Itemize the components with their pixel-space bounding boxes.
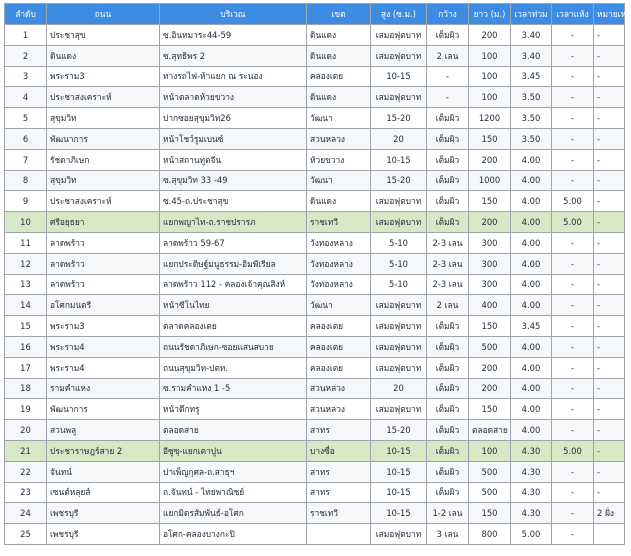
cell-height: 10-15 (371, 482, 427, 503)
cell-length: 100 (469, 87, 511, 108)
flood-report-table-container (4, 3, 631, 545)
cell-note: - (594, 336, 625, 357)
col-header-note: หมายเหตุ (594, 4, 625, 25)
cell-note (594, 524, 625, 545)
cell-flood-time: 4.30 (511, 482, 552, 503)
table-header (5, 4, 631, 25)
cell-area: ลาดพร้าว 59-67 (160, 232, 307, 253)
table-row (5, 461, 625, 482)
cell-district: คลองเตย (307, 66, 371, 87)
cell-height: เสมอฟุตบาท (371, 399, 427, 420)
cell-no: 22 (5, 461, 47, 482)
cell-dry-time: - (552, 45, 594, 66)
cell-area: หน้าตลาดห้วยขวาง (160, 87, 307, 108)
cell-height: เสมอฟุตบาท (371, 45, 427, 66)
table-row (5, 482, 625, 503)
cell-road: ลาดพร้าว (47, 274, 160, 295)
cell-flood-time: 4.00 (511, 336, 552, 357)
cell-road: พระราม3 (47, 66, 160, 87)
cell-length: ตลอดสาย (469, 420, 511, 441)
cell-area: ถนนสุขุมวิท-ปตท. (160, 357, 307, 378)
cell-note: 2 ฝั่ง (594, 503, 625, 524)
cell-flood-time: 3.40 (511, 25, 552, 46)
cell-width: เต็มผิว (427, 461, 469, 482)
cell-road: ประชาสงเคราะห์ (47, 191, 160, 212)
table-row (5, 336, 625, 357)
cell-length: 400 (469, 295, 511, 316)
cell-area: แยกประดิษฐ์มนูธรรม-อิมพีเรียล (160, 253, 307, 274)
cell-width: 2-3 เลน (427, 274, 469, 295)
cell-dry-time: - (552, 503, 594, 524)
cell-district: วัฒนา (307, 108, 371, 129)
cell-note: - (594, 66, 625, 87)
cell-district: วังทองหลาง (307, 253, 371, 274)
cell-length: 100 (469, 440, 511, 461)
cell-no: 25 (5, 524, 47, 545)
cell-height: 10-15 (371, 503, 427, 524)
cell-road: ประชาสุข (47, 25, 160, 46)
cell-road: เพชรบุรี (47, 524, 160, 545)
cell-flood-time: 3.50 (511, 128, 552, 149)
table-body (5, 25, 625, 545)
cell-no: 14 (5, 295, 47, 316)
cell-no: 6 (5, 128, 47, 149)
cell-flood-time: 4.00 (511, 253, 552, 274)
cell-length: 100 (469, 45, 511, 66)
table-row (5, 253, 625, 274)
cell-district: ห้วยขวาง (307, 149, 371, 170)
cell-flood-time: 4.30 (511, 503, 552, 524)
cell-area: แยกมิตรสัมพันธ์-อโศก (160, 503, 307, 524)
cell-area: ตลอดสาย (160, 420, 307, 441)
cell-road: พระราม3 (47, 316, 160, 337)
cell-district: คลองเตย (307, 357, 371, 378)
cell-district: สวนหลวง (307, 128, 371, 149)
cell-area: ปาเพ็ญกุศล-ถ.สาธุฯ (160, 461, 307, 482)
cell-note: - (594, 149, 625, 170)
cell-no: 16 (5, 336, 47, 357)
table-row (5, 420, 625, 441)
cell-flood-time: 4.00 (511, 357, 552, 378)
cell-dry-time: - (552, 108, 594, 129)
cell-dry-time: 5.00 (552, 212, 594, 233)
table-row (5, 191, 625, 212)
cell-width: เต็มผิว (427, 336, 469, 357)
cell-length: 150 (469, 316, 511, 337)
cell-district: สวนหลวง (307, 399, 371, 420)
col-header-area: บริเวณ (160, 4, 307, 25)
cell-road: ประชาราษฎร์สาย 2 (47, 440, 160, 461)
cell-area: แยกพญาไท-ถ.ราชปรารภ (160, 212, 307, 233)
table-row (5, 399, 625, 420)
cell-no: 5 (5, 108, 47, 129)
table-row (5, 295, 625, 316)
cell-height: 10-15 (371, 66, 427, 87)
cell-note: - (594, 25, 625, 46)
cell-length: 150 (469, 399, 511, 420)
cell-no: 18 (5, 378, 47, 399)
cell-dry-time: - (552, 66, 594, 87)
cell-dry-time: - (552, 232, 594, 253)
cell-note: - (594, 87, 625, 108)
cell-road: พัฒนาการ (47, 128, 160, 149)
cell-no: 12 (5, 253, 47, 274)
cell-area: ถ.จันทน์ - ไทยพาณิชย์ (160, 482, 307, 503)
cell-dry-time: - (552, 357, 594, 378)
cell-no: 24 (5, 503, 47, 524)
cell-district: วังทองหลาง (307, 232, 371, 253)
cell-dry-time: - (552, 295, 594, 316)
cell-note: - (594, 420, 625, 441)
cell-district: ดินแดง (307, 87, 371, 108)
cell-width: เต็มผิว (427, 482, 469, 503)
table-row (5, 128, 625, 149)
cell-road: ประชาสงเคราะห์ (47, 87, 160, 108)
cell-no: 1 (5, 25, 47, 46)
cell-height: 15-20 (371, 108, 427, 129)
cell-width: 3 เลน (427, 524, 469, 545)
cell-width: - (427, 87, 469, 108)
cell-flood-time: 4.00 (511, 295, 552, 316)
cell-length: 500 (469, 336, 511, 357)
cell-length: 1000 (469, 170, 511, 191)
cell-width: 2 เลน (427, 45, 469, 66)
cell-area: ซ.อินทมาระ44-59 (160, 25, 307, 46)
cell-width: 2-3 เลน (427, 253, 469, 274)
cell-area: ซ.สุขุมวิท 33 -49 (160, 170, 307, 191)
cell-length: 100 (469, 66, 511, 87)
cell-no: 17 (5, 357, 47, 378)
cell-no: 15 (5, 316, 47, 337)
cell-road: รัชดาภิเษก (47, 149, 160, 170)
table-row (5, 45, 625, 66)
cell-length: 200 (469, 378, 511, 399)
cell-dry-time: - (552, 170, 594, 191)
cell-width: เต็มผิว (427, 399, 469, 420)
cell-no: 4 (5, 87, 47, 108)
cell-district: สาทร (307, 482, 371, 503)
cell-district: ดินแดง (307, 191, 371, 212)
cell-flood-time: 4.30 (511, 461, 552, 482)
cell-area: อีซูซุ-แยกเตาปูน (160, 440, 307, 461)
cell-district: สาทร (307, 420, 371, 441)
cell-length: 500 (469, 461, 511, 482)
cell-width: เต็มผิว (427, 170, 469, 191)
cell-road: เซนต์หลุยส์ (47, 482, 160, 503)
cell-length: 300 (469, 232, 511, 253)
cell-area: หน้าสถานทูตจีน (160, 149, 307, 170)
table-row (5, 378, 625, 399)
cell-dry-time: - (552, 25, 594, 46)
cell-district: ราชเทวี (307, 503, 371, 524)
cell-note: - (594, 232, 625, 253)
cell-area: หน้าซีโนไทย (160, 295, 307, 316)
cell-area: หน้าโชว์รูมเบนซ์ (160, 128, 307, 149)
cell-note: - (594, 399, 625, 420)
cell-length: 200 (469, 149, 511, 170)
cell-length: 800 (469, 524, 511, 545)
cell-width: - (427, 66, 469, 87)
cell-note: - (594, 440, 625, 461)
cell-district: ดินแดง (307, 25, 371, 46)
cell-note: - (594, 253, 625, 274)
cell-note: - (594, 295, 625, 316)
cell-no: 20 (5, 420, 47, 441)
cell-height: 5-10 (371, 253, 427, 274)
cell-no: 13 (5, 274, 47, 295)
cell-height: เสมอฟุตบาท (371, 191, 427, 212)
cell-height: 15-20 (371, 170, 427, 191)
cell-district: สวนหลวง (307, 378, 371, 399)
cell-dry-time: - (552, 399, 594, 420)
cell-district: คลองเตย (307, 336, 371, 357)
cell-dry-time: - (552, 378, 594, 399)
cell-area: ซ.รามคำแหง 1 -5 (160, 378, 307, 399)
cell-length: 200 (469, 212, 511, 233)
cell-note: - (594, 378, 625, 399)
col-header-width: กว้าง (427, 4, 469, 25)
cell-dry-time: - (552, 482, 594, 503)
cell-district (307, 524, 371, 545)
table-row (5, 232, 625, 253)
cell-area: ซ.สุทธิพร 2 (160, 45, 307, 66)
cell-district: วัฒนา (307, 295, 371, 316)
cell-note: - (594, 274, 625, 295)
cell-length: 150 (469, 191, 511, 212)
cell-road: พระราม4 (47, 336, 160, 357)
cell-length: 1200 (469, 108, 511, 129)
cell-no: 11 (5, 232, 47, 253)
cell-flood-time: 4.00 (511, 149, 552, 170)
cell-height: เสมอฟุตบาท (371, 336, 427, 357)
cell-dry-time: - (552, 461, 594, 482)
cell-flood-time: 3.50 (511, 108, 552, 129)
cell-no: 8 (5, 170, 47, 191)
cell-dry-time: - (552, 253, 594, 274)
cell-height: 5-10 (371, 232, 427, 253)
cell-length: 300 (469, 274, 511, 295)
cell-height: เสมอฟุตบาท (371, 295, 427, 316)
cell-note: - (594, 482, 625, 503)
cell-road: สวนพลู (47, 420, 160, 441)
table-row (5, 357, 625, 378)
table-row (5, 25, 625, 46)
cell-area: หน้าตึกทรู (160, 399, 307, 420)
cell-area: ปากซอยสุขุมวิท26 (160, 108, 307, 129)
cell-width: 2 เลน (427, 295, 469, 316)
cell-note: - (594, 45, 625, 66)
cell-height: เสมอฟุตบาท (371, 25, 427, 46)
table-row (5, 66, 625, 87)
cell-road: ลาดพร้าว (47, 232, 160, 253)
cell-height: เสมอฟุตบาท (371, 357, 427, 378)
cell-height: 10-15 (371, 440, 427, 461)
cell-height: 20 (371, 128, 427, 149)
cell-length: 500 (469, 482, 511, 503)
cell-road: พัฒนาการ (47, 399, 160, 420)
cell-road: สุขุมวิท (47, 170, 160, 191)
cell-width: เต็มผิว (427, 191, 469, 212)
cell-district: บางซื่อ (307, 440, 371, 461)
cell-road: รามคำแหง (47, 378, 160, 399)
cell-flood-time: 5.00 (511, 524, 552, 545)
cell-flood-time: 3.45 (511, 316, 552, 337)
cell-flood-time: 3.40 (511, 45, 552, 66)
cell-height: 5-10 (371, 274, 427, 295)
cell-flood-time: 4.00 (511, 399, 552, 420)
cell-flood-time: 4.00 (511, 191, 552, 212)
cell-flood-time: 4.00 (511, 274, 552, 295)
col-header-dry-time: เวลาแห้ง (552, 4, 594, 25)
cell-dry-time: - (552, 420, 594, 441)
cell-road: อโศกมนตรี (47, 295, 160, 316)
cell-district: สาทร (307, 461, 371, 482)
col-header-length: ยาว (ม.) (469, 4, 511, 25)
cell-district: วัฒนา (307, 170, 371, 191)
table-row (5, 316, 625, 337)
cell-height: เสมอฟุตบาท (371, 212, 427, 233)
cell-height: 10-15 (371, 149, 427, 170)
cell-note: - (594, 170, 625, 191)
cell-width: เต็มผิว (427, 378, 469, 399)
cell-width: เต็มผิว (427, 25, 469, 46)
cell-length: 200 (469, 357, 511, 378)
cell-no: 2 (5, 45, 47, 66)
cell-length: 150 (469, 503, 511, 524)
cell-dry-time: - (552, 336, 594, 357)
cell-no: 9 (5, 191, 47, 212)
cell-width: เต็มผิว (427, 316, 469, 337)
cell-height: 20 (371, 378, 427, 399)
cell-flood-time: 3.50 (511, 87, 552, 108)
cell-flood-time: 4.00 (511, 232, 552, 253)
table-row (5, 108, 625, 129)
cell-no: 21 (5, 440, 47, 461)
col-header-road: ถนน (47, 4, 160, 25)
cell-note: - (594, 212, 625, 233)
cell-area: ถนนรัชดาภิเษก-ซอยแสนสบาย (160, 336, 307, 357)
col-header-flood-time: เวลาท่วม (511, 4, 552, 25)
cell-flood-time: 4.00 (511, 378, 552, 399)
col-header-height: สูง (ซ.ม.) (371, 4, 427, 25)
cell-flood-time: 4.30 (511, 440, 552, 461)
cell-no: 7 (5, 149, 47, 170)
cell-area: ตลาดคลองเตย (160, 316, 307, 337)
table-row (5, 170, 625, 191)
cell-flood-time: 4.00 (511, 420, 552, 441)
cell-note: - (594, 108, 625, 129)
cell-road: ดินแดง (47, 45, 160, 66)
table-row (5, 212, 625, 233)
cell-district: วังทองหลาง (307, 274, 371, 295)
cell-area: อโศก-คลองบางกะปิ (160, 524, 307, 545)
cell-width: 1-2 เลน (427, 503, 469, 524)
cell-length: 150 (469, 128, 511, 149)
cell-road: ศรีอยุธยา (47, 212, 160, 233)
cell-width: เต็มผิว (427, 420, 469, 441)
cell-width: เต็มผิว (427, 440, 469, 461)
cell-road: จันทน์ (47, 461, 160, 482)
cell-dry-time: - (552, 274, 594, 295)
cell-road: สุขุมวิท (47, 108, 160, 129)
cell-height: เสมอฟุตบาท (371, 316, 427, 337)
cell-width: เต็มผิว (427, 212, 469, 233)
cell-dry-time: 5.00 (552, 191, 594, 212)
table-row (5, 524, 625, 545)
cell-dry-time: - (552, 128, 594, 149)
cell-note: - (594, 461, 625, 482)
cell-height: เสมอฟุตบาท (371, 524, 427, 545)
cell-width: 2-3 เลน (427, 232, 469, 253)
cell-height: 15-20 (371, 420, 427, 441)
cell-length: 300 (469, 253, 511, 274)
cell-length: 200 (469, 25, 511, 46)
cell-road: พระราม4 (47, 357, 160, 378)
cell-flood-time: 4.00 (511, 170, 552, 191)
cell-height: เสมอฟุตบาท (371, 87, 427, 108)
cell-area: ซ.45-ถ.ประชาสุข (160, 191, 307, 212)
cell-dry-time: - (552, 149, 594, 170)
cell-area: ลาดพร้าว 112 - คลองเจ้าคุณสิงห์ (160, 274, 307, 295)
cell-no: 3 (5, 66, 47, 87)
header-row (5, 4, 625, 25)
col-header-no: ลำดับ (5, 4, 47, 25)
table-row (5, 149, 625, 170)
cell-width: เต็มผิว (427, 149, 469, 170)
cell-width: เต็มผิว (427, 357, 469, 378)
cell-flood-time: 3.45 (511, 66, 552, 87)
cell-note: - (594, 357, 625, 378)
cell-note: - (594, 128, 625, 149)
cell-no: 19 (5, 399, 47, 420)
cell-no: 10 (5, 212, 47, 233)
flood-report-table (4, 3, 631, 545)
cell-road: ลาดพร้าว (47, 253, 160, 274)
cell-height: 10-15 (371, 461, 427, 482)
cell-district: คลองเตย (307, 316, 371, 337)
cell-no: 23 (5, 482, 47, 503)
cell-width: เต็มผิว (427, 128, 469, 149)
cell-district: ดินแดง (307, 45, 371, 66)
table-row (5, 274, 625, 295)
table-row (5, 440, 625, 461)
cell-note: - (594, 191, 625, 212)
cell-width: เต็มผิว (427, 108, 469, 129)
cell-dry-time: - (552, 316, 594, 337)
cell-road: เพชรบุรี (47, 503, 160, 524)
cell-flood-time: 4.00 (511, 212, 552, 233)
col-header-district: เขต (307, 4, 371, 25)
cell-dry-time: 5.00 (552, 440, 594, 461)
table-row (5, 87, 625, 108)
table-row (5, 503, 625, 524)
cell-dry-time: - (552, 524, 594, 545)
cell-area: ทางรถไฟ-ห้าแยก ณ ระนอง (160, 66, 307, 87)
cell-dry-time: - (552, 87, 594, 108)
cell-district: ราชเทวี (307, 212, 371, 233)
cell-note: - (594, 316, 625, 337)
